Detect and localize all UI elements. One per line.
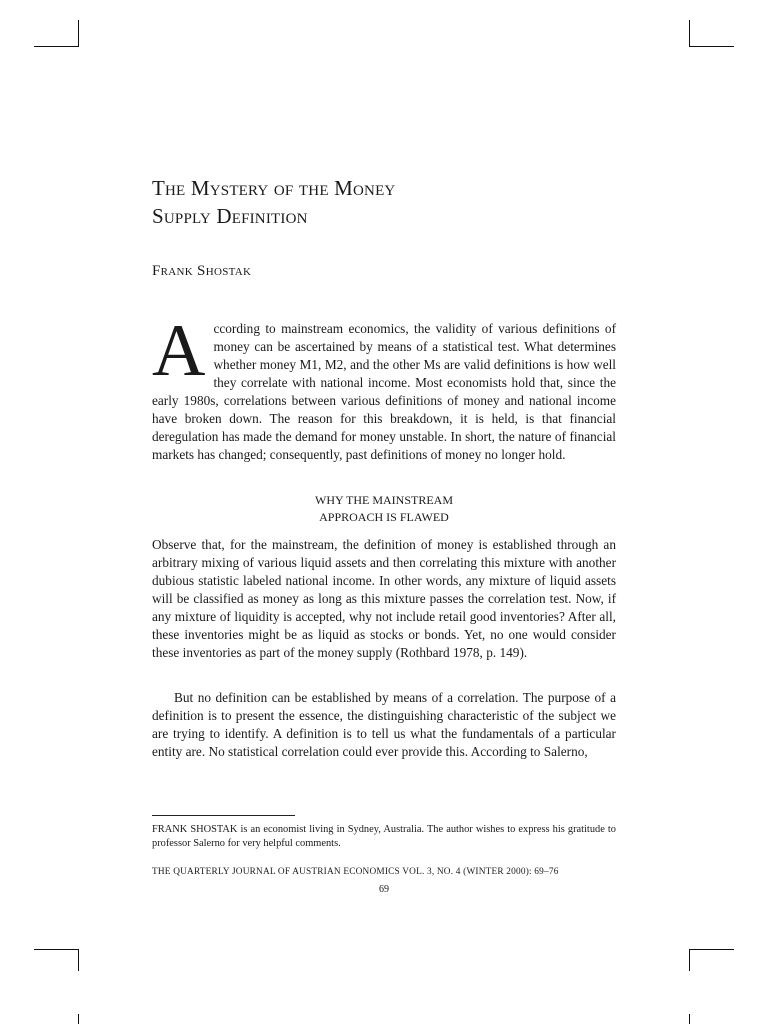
author-footnote: FRANK SHOSTAK is an economist living in Sydney, Australia. The author wishes to express his gratitude to professor Salerno for very helpful comments. xyxy=(152,824,616,849)
crop-mark-top-left-v xyxy=(78,20,79,47)
crop-mark-bottom-right-h xyxy=(689,949,734,950)
crop-mark-top-right-h xyxy=(689,46,734,47)
title-line-2: Supply Definition xyxy=(152,204,308,228)
section-heading-line-1: WHY THE MAINSTREAM xyxy=(315,493,453,507)
crop-mark-bottom-left-v xyxy=(78,949,79,971)
crop-mark-top-right-v xyxy=(689,20,690,47)
crop-mark-bottom-right-v xyxy=(689,949,690,971)
section-heading-line-2: APPROACH IS FLAWED xyxy=(319,510,449,524)
crop-mark-bottom-left-h xyxy=(34,949,78,950)
footnote-rule xyxy=(152,815,295,816)
drop-cap: A xyxy=(152,310,206,392)
article-title xyxy=(152,174,395,230)
author-name: Frank Shostak xyxy=(152,263,252,279)
paragraph-3: But no definition can be established by means of a correlation. The purpose of a definition is to present the essence, the distinguishing characteristic of the subject we are trying to identify. A definition is to tell us what the fundamentals of a particular entity are. No statistical correlation could ever provide this. According to Salerno, xyxy=(152,690,616,759)
journal-citation: THE QUARTERLY JOURNAL OF AUSTRIAN ECONOMICS VOL. 3, NO. 4 (WINTER 2000): 69–76 xyxy=(152,867,559,877)
section-heading xyxy=(152,492,616,526)
opening-paragraph-text: ccording to mainstream economics, the validity of various definitions of money can be ascertained by means of a statistical test. What determines whether money M1, M2, and the other Ms are valid definitions is how well they correlate with national income. Most economists hold that, since the early 1980s, correlations between various definitions of money and national income have broken down. The reason for this breakdown, it is held, is that financial deregulation has made the demand for money unstable. In short, the nature of financial markets has changed; consequently, past definitions of money no longer hold. xyxy=(152,321,616,462)
crop-mark-bottom-edge-left xyxy=(78,1014,79,1024)
crop-mark-top-left-h xyxy=(34,46,78,47)
paragraph-2: Observe that, for the mainstream, the definition of money is established through an arbitrary mixing of various liquid assets and then correlating this mixture with another dubious statistic labeled national income. In other words, any mixture of liquid assets will be classified as money as long as this mixture passes the correlation test. Now, if any mixture of liquidity is accepted, why not include retail good inventories? After all, these inventories might be as liquid as stocks or bonds. Yet, no one would consider these inventories as part of the money supply (Rothbard 1978, p. 149). xyxy=(152,537,616,660)
title-line-1: The Mystery of the Money xyxy=(152,176,396,200)
opening-paragraph xyxy=(152,310,616,464)
crop-mark-bottom-edge-right xyxy=(689,1014,690,1024)
page-number: 69 xyxy=(379,884,389,895)
